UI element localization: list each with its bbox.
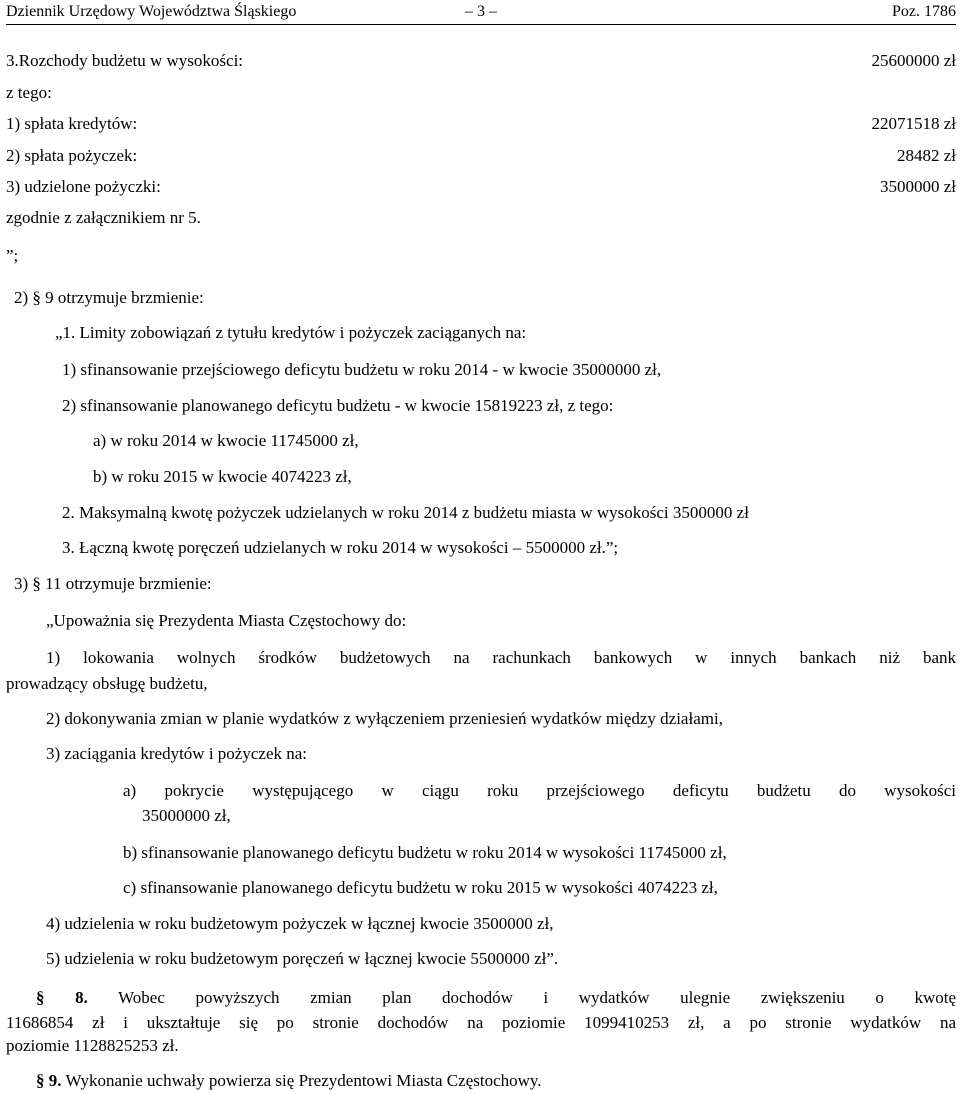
page-number: – 3 – xyxy=(465,3,497,20)
point2-paragraph-3: 3. Łączną kwotę poręczeń udzielanych w roku 2014 w wysokości – 5500000 zł.”; xyxy=(62,538,619,557)
journal-title: Dziennik Urzędowy Województwa Śląskiego xyxy=(6,3,297,20)
expense-item-row xyxy=(6,176,956,198)
point2-paragraph-1: „1. Limity zobowiązań z tytułu kredytów i pożyczek zaciąganych na: xyxy=(55,323,527,342)
point3-item-5: 5) udzielenia w roku budżetowym poręczeń w łącznej kwocie 5500000 zł”. xyxy=(46,949,559,968)
of-which-label: z tego: xyxy=(6,83,52,102)
point3-item-3b: b) sfinansowanie planowanego deficytu budżetu w roku 2014 w wysokości 11745000 zł, xyxy=(123,843,727,862)
point2-item-1: 1) sfinansowanie przejściowego deficytu budżetu w roku 2014 - w kwocie 35000000 zł, xyxy=(62,360,662,379)
point2-item-2b: b) w roku 2015 w kwocie 4074223 zł, xyxy=(93,467,352,486)
expenses-total-amount: 25600000 zł xyxy=(871,51,956,70)
point3-item-1-line2: prowadzący obsługę budżetu, xyxy=(6,674,208,693)
section8-line2: 11686854 zł i ukształtuje się po stronie dochodów na poziomie 1099410253 zł, a po stronie wydatków na xyxy=(6,1013,956,1032)
point2-item-2a: a) w roku 2014 w kwocie 11745000 zł, xyxy=(93,431,359,450)
point3-lead: „Upoważnia się Prezydenta Miasta Częstochowy do: xyxy=(46,611,407,630)
expense-item-amount: 22071518 zł xyxy=(871,114,956,133)
point3-item-3a-line1: a) pokrycie występującego w ciągu roku przejściowego deficytu budżetu do wysokości xyxy=(123,781,956,800)
expense-item-label: 3) udzielone pożyczki: xyxy=(6,177,161,196)
section8-number: § 8. xyxy=(36,988,88,1007)
expense-item-amount: 28482 zł xyxy=(896,146,956,165)
section8-text-1: Wobec powyższych zmian plan dochodów i wydatków ulegnie zwiększeniu o kwotę xyxy=(118,988,956,1007)
closing-quote: ”; xyxy=(6,246,19,265)
section8-line1 xyxy=(36,987,956,1009)
expense-item-amount: 3500000 zł xyxy=(879,177,956,196)
point3-item-4: 4) udzielenia w roku budżetowym pożyczek w łącznej kwocie 3500000 zł, xyxy=(46,914,554,933)
point3-item-1-line1: 1) lokowania wolnych środków budżetowych na rachunkach bankowych w innych bankach niż bank xyxy=(46,648,956,667)
expense-item-label: 1) spłata kredytów: xyxy=(6,114,138,133)
section9-text: Wykonanie uchwały powierza się Prezydentowi Miasta Częstochowy. xyxy=(65,1071,542,1090)
expenses-total-row xyxy=(6,50,956,72)
point3-item-3c: c) sfinansowanie planowanego deficytu budżetu w roku 2015 w wysokości 4074223 zł, xyxy=(123,878,718,897)
point3-item-3: 3) zaciągania kredytów i pożyczek na: xyxy=(46,744,308,763)
section8-line3: poziomie 1128825253 zł. xyxy=(6,1036,179,1055)
point2-item-2: 2) sfinansowanie planowanego deficytu budżetu - w kwocie 15819223 zł, z tego: xyxy=(62,396,614,415)
position-number: Poz. 1786 xyxy=(892,3,956,20)
point2-intro: 2) § 9 otrzymuje brzmienie: xyxy=(14,288,204,307)
annex-note: zgodnie z załącznikiem nr 5. xyxy=(6,208,201,227)
expenses-title: 3.Rozchody budżetu w wysokości: xyxy=(6,51,244,70)
expense-item-row xyxy=(6,145,956,167)
point3-item-3a-line2: 35000000 zł, xyxy=(142,806,231,825)
point2-paragraph-2: 2. Maksymalną kwotę pożyczek udzielanych w roku 2014 z budżetu miasta w wysokości 3500000 zł xyxy=(62,503,749,522)
expense-item-row xyxy=(6,113,956,135)
section9-line xyxy=(36,1070,542,1092)
section9-number: § 9. xyxy=(36,1071,62,1090)
page-header xyxy=(6,0,956,25)
point3-intro: 3) § 11 otrzymuje brzmienie: xyxy=(14,574,212,593)
point3-item-2: 2) dokonywania zmian w planie wydatków z wyłączeniem przeniesień wydatków między działami, xyxy=(46,709,723,728)
expense-item-label: 2) spłata pożyczek: xyxy=(6,146,138,165)
